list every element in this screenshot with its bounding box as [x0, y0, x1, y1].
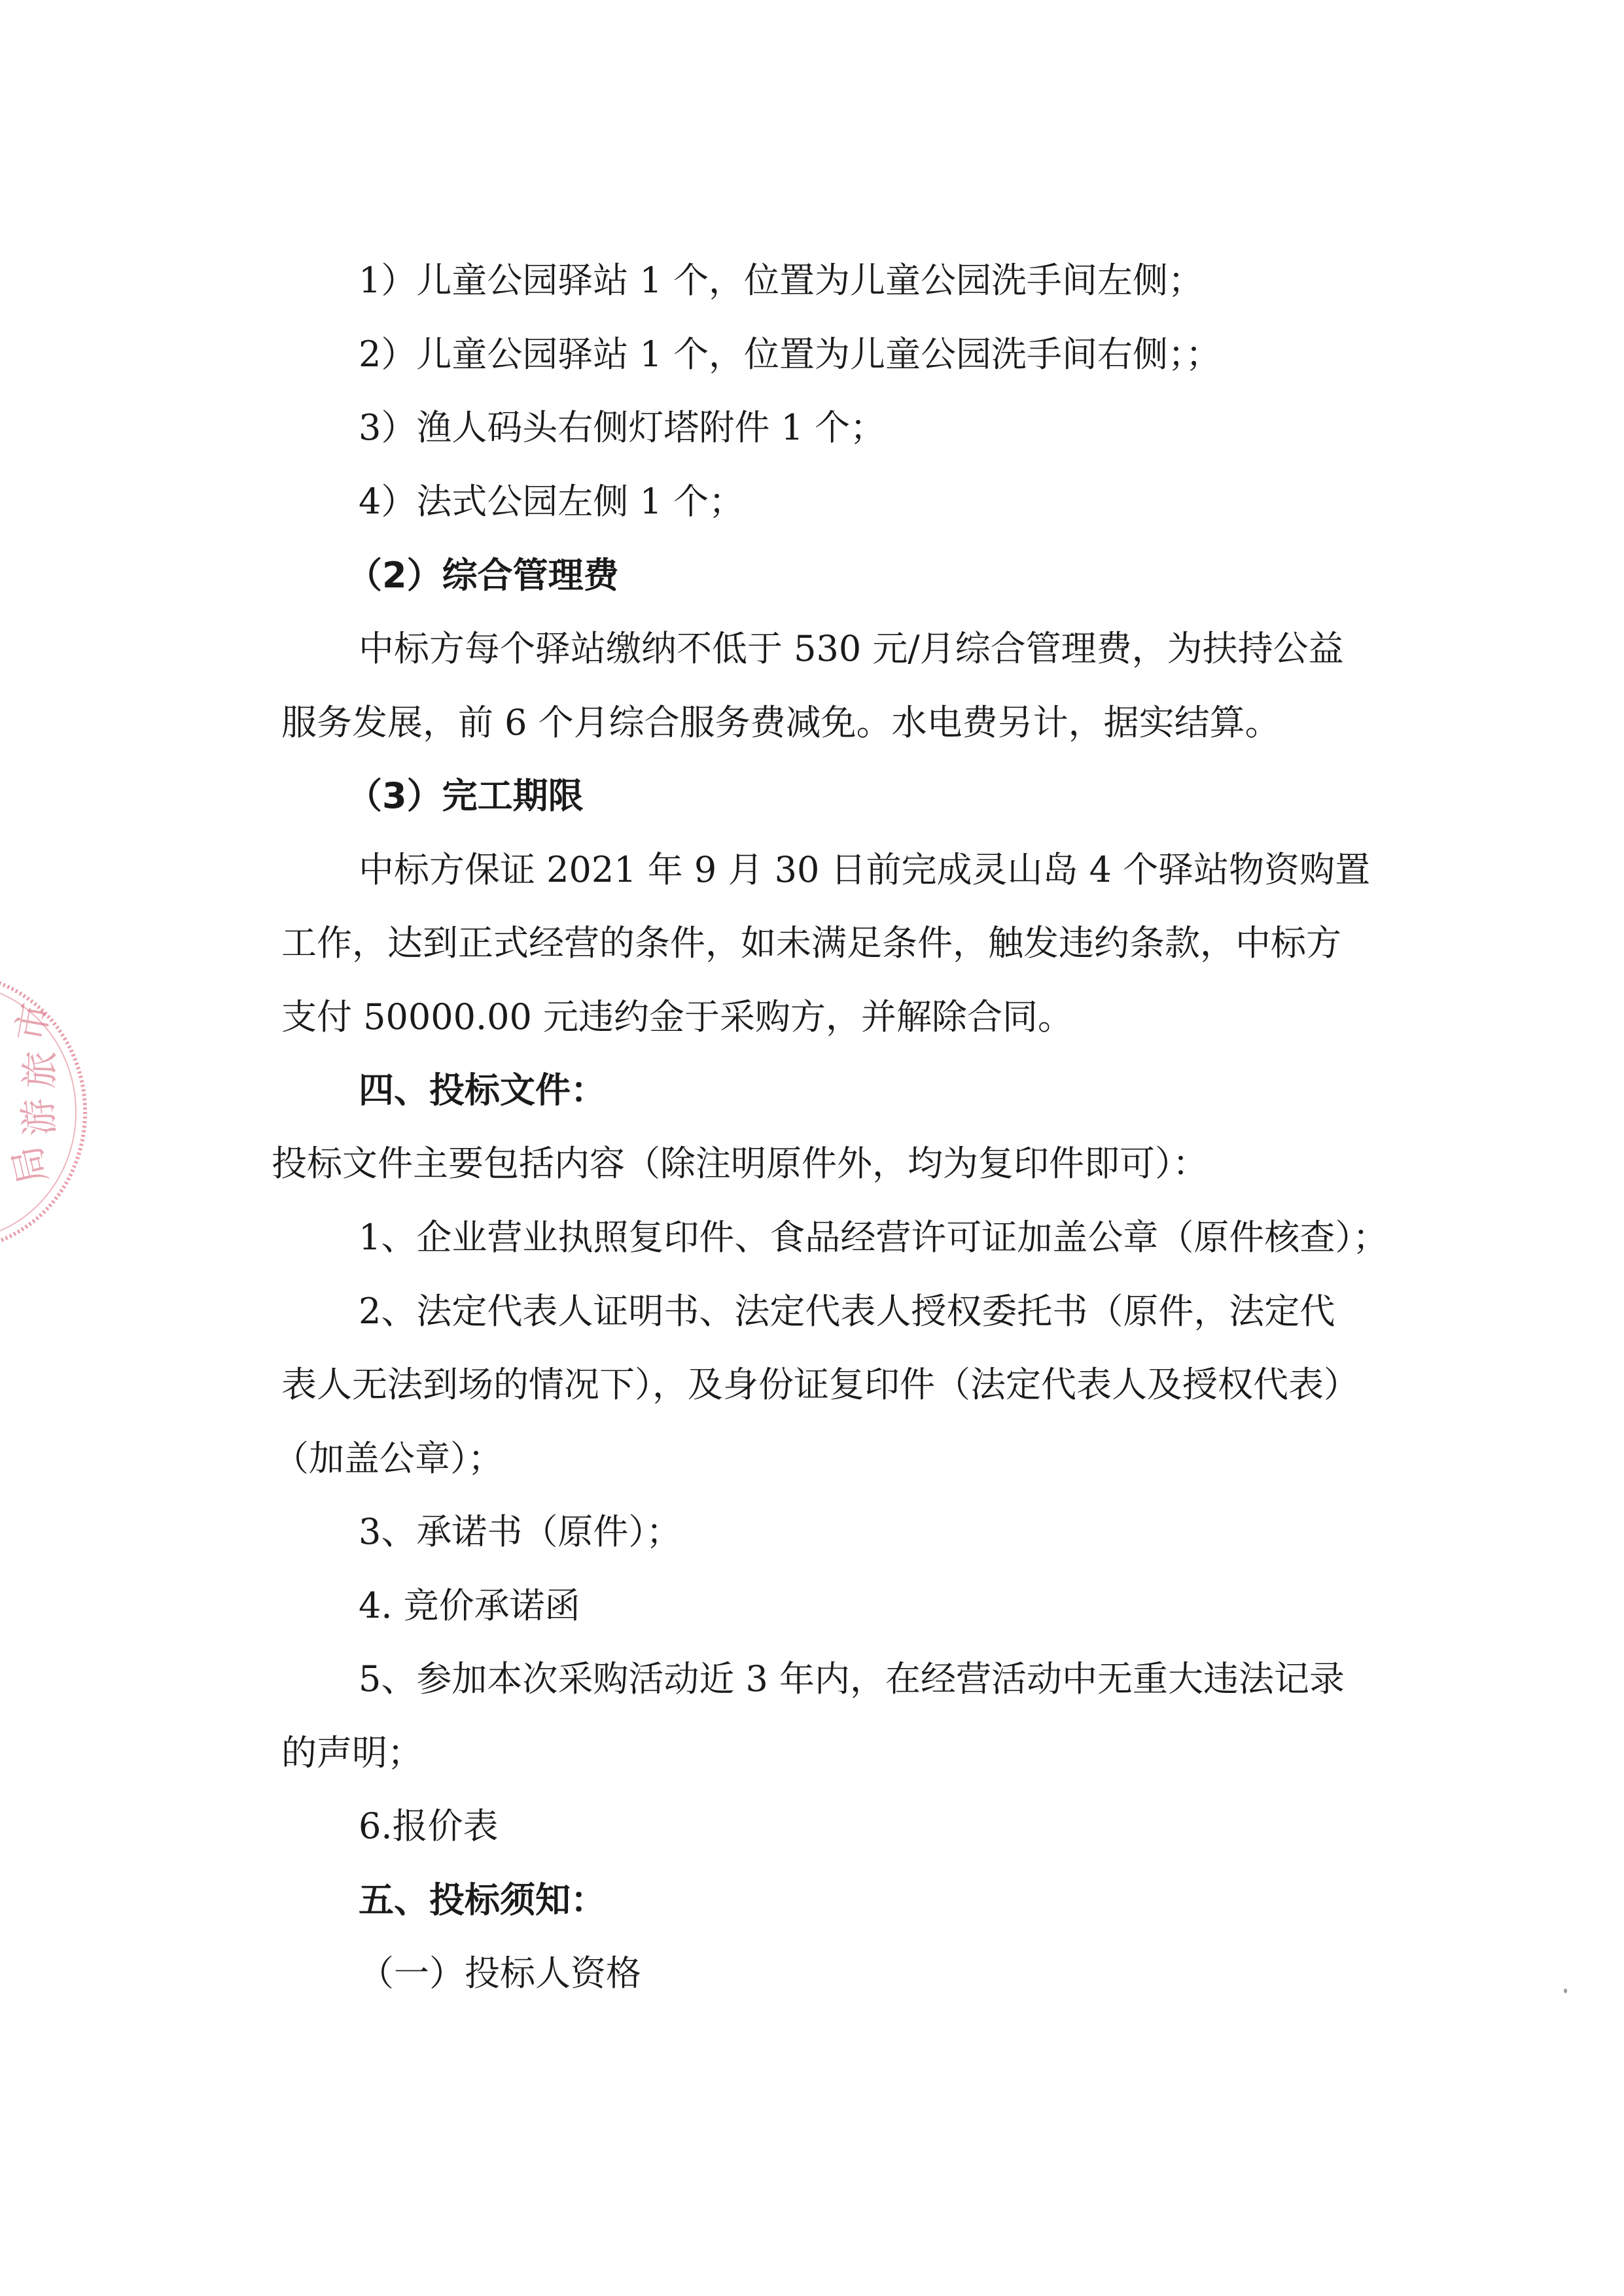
section-title-bid-documents: 四、投标文件： — [359, 1070, 606, 1111]
bid-doc-item-2-line-2: 表人无法到场的情况下），及身份证复印件（法定代表人及授权代表） — [281, 1364, 1359, 1405]
paragraph-item-1: 1）儿童公园驿站 1 个，位置为儿童公园洗手间左侧； — [359, 260, 1204, 301]
heading-completion-deadline: （3）完工期限 — [347, 775, 584, 816]
heading-management-fee: （2）综合管理费 — [347, 555, 619, 596]
paragraph-fee-line-1: 中标方每个驿站缴纳不低于 530 元/月综合管理费，为扶持公益 — [359, 628, 1344, 669]
paragraph-fee-line-2: 服务发展，前 6 个月综合服务费减免。水电费另计，据实结算。 — [281, 702, 1280, 743]
bid-doc-item-5-line-2: 的声明； — [281, 1732, 423, 1773]
paragraph-item-2: 2）儿童公园驿站 1 个，位置为儿童公园洗手间右侧；； — [359, 334, 1222, 375]
bid-doc-item-3: 3、承诺书（原件）； — [359, 1511, 682, 1552]
svg-text:市: 市 — [7, 1000, 58, 1045]
paragraph-deadline-line-2: 工作，达到正式经营的条件，如未满足条件，触发违约条款，中标方 — [281, 922, 1341, 964]
paragraph-item-4: 4）法式公园左侧 1 个； — [359, 481, 745, 522]
bid-doc-item-1: 1、企业营业执照复印件、食品经营许可证加盖公章（原件核查）； — [359, 1217, 1388, 1258]
svg-text:局: 局 — [4, 1141, 56, 1189]
svg-text:旅: 旅 — [17, 1050, 63, 1090]
bid-doc-item-6: 6.报价表 — [359, 1805, 499, 1847]
bid-doc-item-5-line-1: 5、参加本次采购活动近 3 年内，在经营活动中无重大违法记录 — [359, 1658, 1345, 1699]
bid-doc-item-4: 4. 竞价承诺函 — [359, 1585, 580, 1626]
section-title-bid-notice: 五、投标须知： — [359, 1879, 606, 1921]
paragraph-deadline-line-1: 中标方保证 2021 年 9 月 30 日前完成灵山岛 4 个驿站物资购置 — [359, 849, 1371, 890]
paragraph-deadline-line-3: 支付 50000.00 元违约金于采购方，并解除合同。 — [281, 996, 1073, 1037]
bid-doc-item-2-line-3: （加盖公章）； — [274, 1438, 503, 1479]
scan-speck — [1564, 1989, 1567, 1993]
svg-text:游: 游 — [15, 1096, 63, 1138]
subheading-bidder-qualification: （一）投标人资格 — [359, 1953, 641, 1994]
official-seal — [0, 962, 111, 1262]
bid-doc-item-2-line-1: 2、法定代表人证明书、法定代表人授权委托书（原件，法定代 — [359, 1291, 1335, 1332]
paragraph-item-3: 3）渔人码头右侧灯塔附件 1 个； — [359, 407, 886, 448]
paragraph-bid-docs-intro: 投标文件主要包括内容（除注明原件外，均为复印件即可）： — [272, 1143, 1208, 1184]
